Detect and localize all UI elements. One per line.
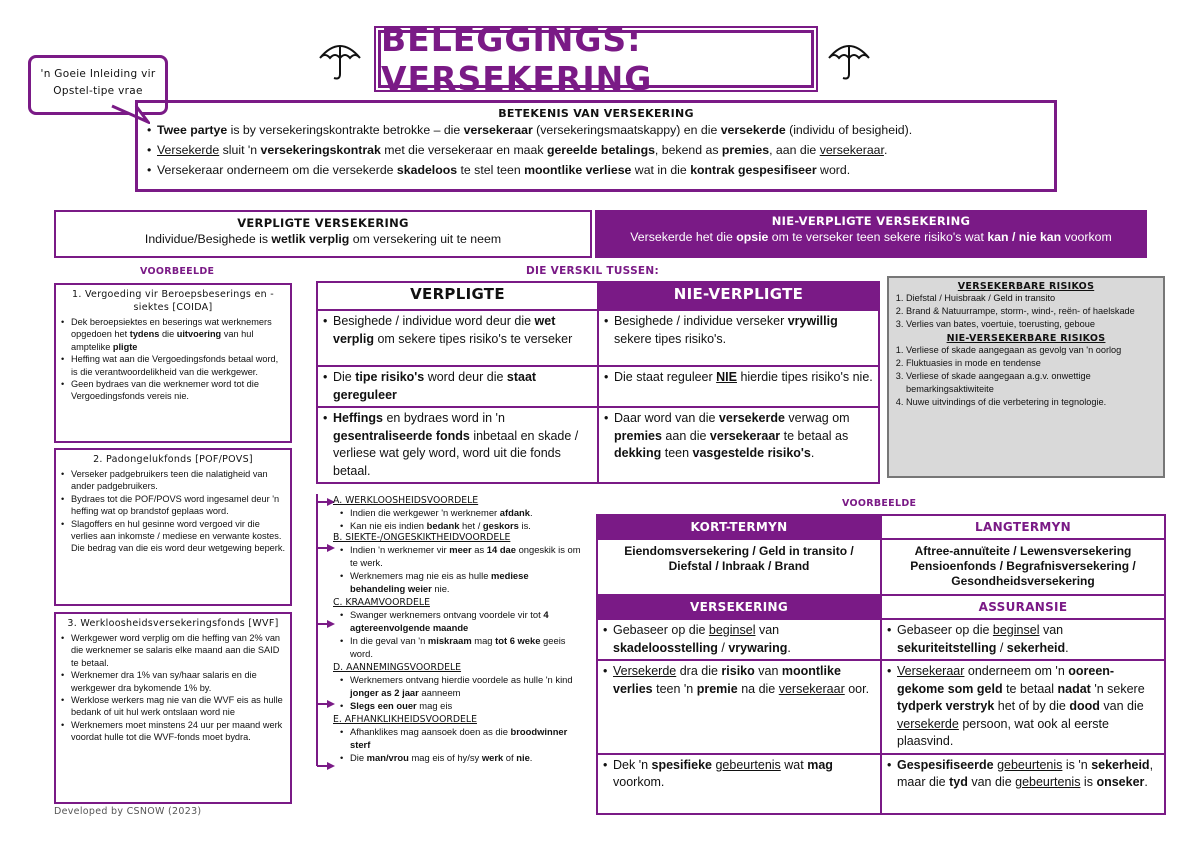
list-item: • Swanger werknemers ontvang voordele vir tot 4 agtereenvolgende maande (339, 608, 583, 634)
credit: Developed by CSNOW (2023) (54, 806, 202, 817)
verpligte-text: Individue/Besighede is wetlik verplig om versekering uit te neem (144, 232, 502, 246)
kort-body: Eiendomsversekering / Geld in transito / Diefstal / Inbraak / Brand (597, 539, 881, 595)
list-item: 2. Fluktuasies in mode en tendense (906, 357, 1158, 370)
list-item: 4. Nuwe uitvindings of die verbetering in tegnologie. (906, 396, 1158, 409)
list-item: • Geen bydraes van die werknemer word tot die Vergoedingsfonds vereis nie. (60, 378, 286, 403)
verpligte-box (54, 210, 592, 258)
wvf-title: 3. Werkloosheidsversekeringsfonds [WVF] (67, 618, 279, 629)
pof-box (54, 448, 292, 606)
pof-title: 2. Padongelukfonds [POF/POVS] (93, 454, 253, 465)
list-item: 1. Verliese of skade aangegaan as gevolg van 'n oorlog (906, 344, 1158, 357)
list-item: 3. Verlies van bates, voertuie, toerusting, geboue (906, 318, 1158, 331)
nie-verpligte-text: Versekerde het die opsie om te verseker teen sekere risiko's wat kan / nie kan voorkom (630, 230, 1112, 244)
benefit-e-title: E. AFHANKLIKHEIDSVOORDELE (333, 714, 477, 725)
list-item: • Werklose werkers mag nie van die WVF eis as hulle bedank of uit hul werk ontslaan word nie (60, 694, 286, 719)
column-header-assuransie: ASSURANSIE (881, 595, 1165, 619)
table-cell: • Daar word van die versekerde verwag om premies aan die versekeraar te betaal as dekking teen vasgestelde risiko's. (598, 407, 879, 483)
umbrella-icon (827, 38, 871, 82)
table-cell: • Versekeraar onderneem om 'n ooreen-gekome som geld te betaal nadat 'n sekere tydperk verstryk het of by die dood van die versekerde persoon, wat ook al eerste plaasvind. (881, 660, 1165, 754)
table-cell: • Besighede / individue word deur die wet verplig om sekere tipes risiko's te verseker (317, 310, 598, 366)
list-item: • Twee partye is by versekeringskontrakte betrokke – die versekeraar (versekeringsmaatskappy) en die versekerde (individu of besigheid). (146, 120, 1046, 140)
list-item: • Verseker padgebruikers teen die nalatigheid van ander padgebruikers. (60, 468, 286, 493)
benefits-list (333, 495, 583, 764)
column-header-kort: KORT-TERMYN (597, 515, 881, 539)
list-item: • Werknemer dra 1% van sy/haar salaris en die werkgewer dra bykomende 1% by. (60, 669, 286, 694)
list-item: 1. Diefstal / Huisbraak / Geld in transito (906, 292, 1158, 305)
list-item: • Versekeraar onderneem om die versekerde skadeloos te stel teen moontlike verliese wat in die kontrak gespesifiseer word. (146, 160, 1046, 180)
benefit-b-title: B. SIEKTE-/ONGESKIKTHEIDVOORDELE (333, 532, 511, 543)
benefit-a-title: A. WERKLOOSHEIDSVOORDELE (333, 495, 479, 506)
difference-table (316, 281, 880, 484)
list-item: • Werknemers ontvang hierdie voordele as hulle 'n kind jonger as 2 jaar aanneem (339, 673, 583, 699)
table-cell: • Heffings en bydraes word in 'n gesentraliseerde fonds inbetaal en skade / verliese wat gely word, word uit die fonds betaal. (317, 407, 598, 483)
voorbeelde-label: VOORBEELDE (140, 266, 215, 277)
risks-box (887, 276, 1165, 478)
insurable-risks-title: VERSEKERBARE RISIKOS (957, 281, 1095, 292)
page-title: BELEGGINGS: VERSEKERING (378, 30, 814, 88)
nie-verpligte-box (595, 210, 1147, 258)
column-header-verpligte: VERPLIGTE (317, 282, 598, 310)
list-item: • Afhanklikes mag aansoek doen as die broodwinner sterf (339, 725, 583, 751)
list-item: 2. Brand & Natuurrampe, storm-, wind-, reën- of haelskade (906, 305, 1158, 318)
table-cell: • Gespesifiseerde gebeurtenis is 'n sekerheid, maar die tyd van die gebeurtenis is onseker. (881, 754, 1165, 814)
table-cell: • Gebaseer op die beginsel van sekuriteitstelling / sekerheid. (881, 619, 1165, 660)
intro-bubble: 'n Goeie Inleiding vir Opstel-tipe vrae (28, 55, 168, 115)
list-item: • Indien 'n werknemer vir meer as 14 dae ongeskik is om te werk. (339, 543, 583, 569)
list-item: • Werkgewer word verplig om die heffing van 2% van die werknemer se salaris elke maand aan die SAID te betaal. (60, 632, 286, 669)
list-item: • In die geval van 'n miskraam mag tot 6 weke geeis word. (339, 634, 583, 660)
list-item: • Slegs een ouer mag eis (339, 699, 583, 712)
column-header-versekering: VERSEKERING (597, 595, 881, 619)
coida-title: 1. Vergoeding vir Beroepsbeserings en -siektes [COIDA] (72, 289, 274, 313)
table-cell: • Die staat reguleer NIE hierdie tipes risiko's nie. (598, 366, 879, 407)
list-item: 3. Verliese of skade aangegaan a.g.v. onwettige bemarkingsaktiwiteite (906, 370, 1158, 396)
table-cell: • Gebaseer op die beginsel van skadeloosstelling / vrywaring. (597, 619, 881, 660)
coida-box (54, 283, 292, 443)
column-header-nie-verpligte: NIE-VERPLIGTE (598, 282, 879, 310)
benefit-d-title: D. AANNEMINGSVOORDELE (333, 662, 462, 673)
list-item: • Indien die werkgewer 'n werknemer afdank. (339, 506, 583, 519)
voorbeelde-label-2: VOORBEELDE (842, 498, 917, 509)
table-cell: • Die tipe risiko's word deur die staat gereguleer (317, 366, 598, 407)
umbrella-icon (318, 38, 362, 82)
verskil-label: DIE VERSKIL TUSSEN: (526, 265, 659, 277)
list-item: • Werknemers moet minstens 24 uur per maand werk voordat hulle tot die WVF-fonds moet bydra. (60, 719, 286, 744)
list-item: • Werknemers mag nie eis as hulle mediese behandeling weier nie. (339, 569, 583, 595)
list-item: • Slagoffers en hul gesinne word vergoed vir die verlies aan inkomste / mediese en verwante kostes. Die bedrag van die eis word deur wetgewing beperk. (60, 518, 286, 555)
verpligte-heading: VERPLIGTE VERSEKERING (237, 216, 409, 230)
table-cell: • Dek 'n spesifieke gebeurtenis wat mag voorkom. (597, 754, 881, 814)
wvf-box (54, 612, 292, 804)
lang-body: Aftree-annuïteite / Lewensversekering Pensioenfonds / Begrafnisversekering / Gesondheidsversekering (881, 539, 1165, 595)
connector-line (305, 494, 335, 774)
meaning-box (135, 100, 1057, 192)
term-table (596, 514, 1166, 815)
list-item: • Versekerde sluit 'n versekeringskontrak met die versekeraar en maak gereelde betalings, bekend as premies, aan die versekeraar. (146, 140, 1046, 160)
list-item: • Kan nie eis indien bedank het / geskors is. (339, 519, 583, 532)
table-cell: • Besighede / individue verseker vrywillig sekere tipes risiko's. (598, 310, 879, 366)
benefit-c-title: C. KRAAMVOORDELE (333, 597, 430, 608)
non-insurable-risks-title: NIE-VERSEKERBARE RISIKOS (946, 333, 1106, 344)
table-cell: • Versekerde dra die risiko van moontlike verlies teen 'n premie na die versekeraar oor. (597, 660, 881, 754)
nie-verpligte-heading: NIE-VERPLIGTE VERSEKERING (771, 214, 971, 228)
meaning-heading: BETEKENIS VAN VERSEKERING (498, 107, 694, 120)
list-item: • Die man/vrou mag eis of hy/sy werk of nie. (339, 751, 583, 764)
list-item: • Heffing wat aan die Vergoedingsfonds betaal word, is die verantwoordelikheid van die werkgewer. (60, 353, 286, 378)
list-item: • Bydraes tot die POF/POVS word ingesamel deur 'n heffing wat op brandstof geplaas word. (60, 493, 286, 518)
list-item: • Dek beroepsiektes en beserings wat werknemers opgedoen het tydens die uitvoering van hul amptelike pligte (60, 316, 286, 353)
column-header-lang: LANGTERMYN (881, 515, 1165, 539)
